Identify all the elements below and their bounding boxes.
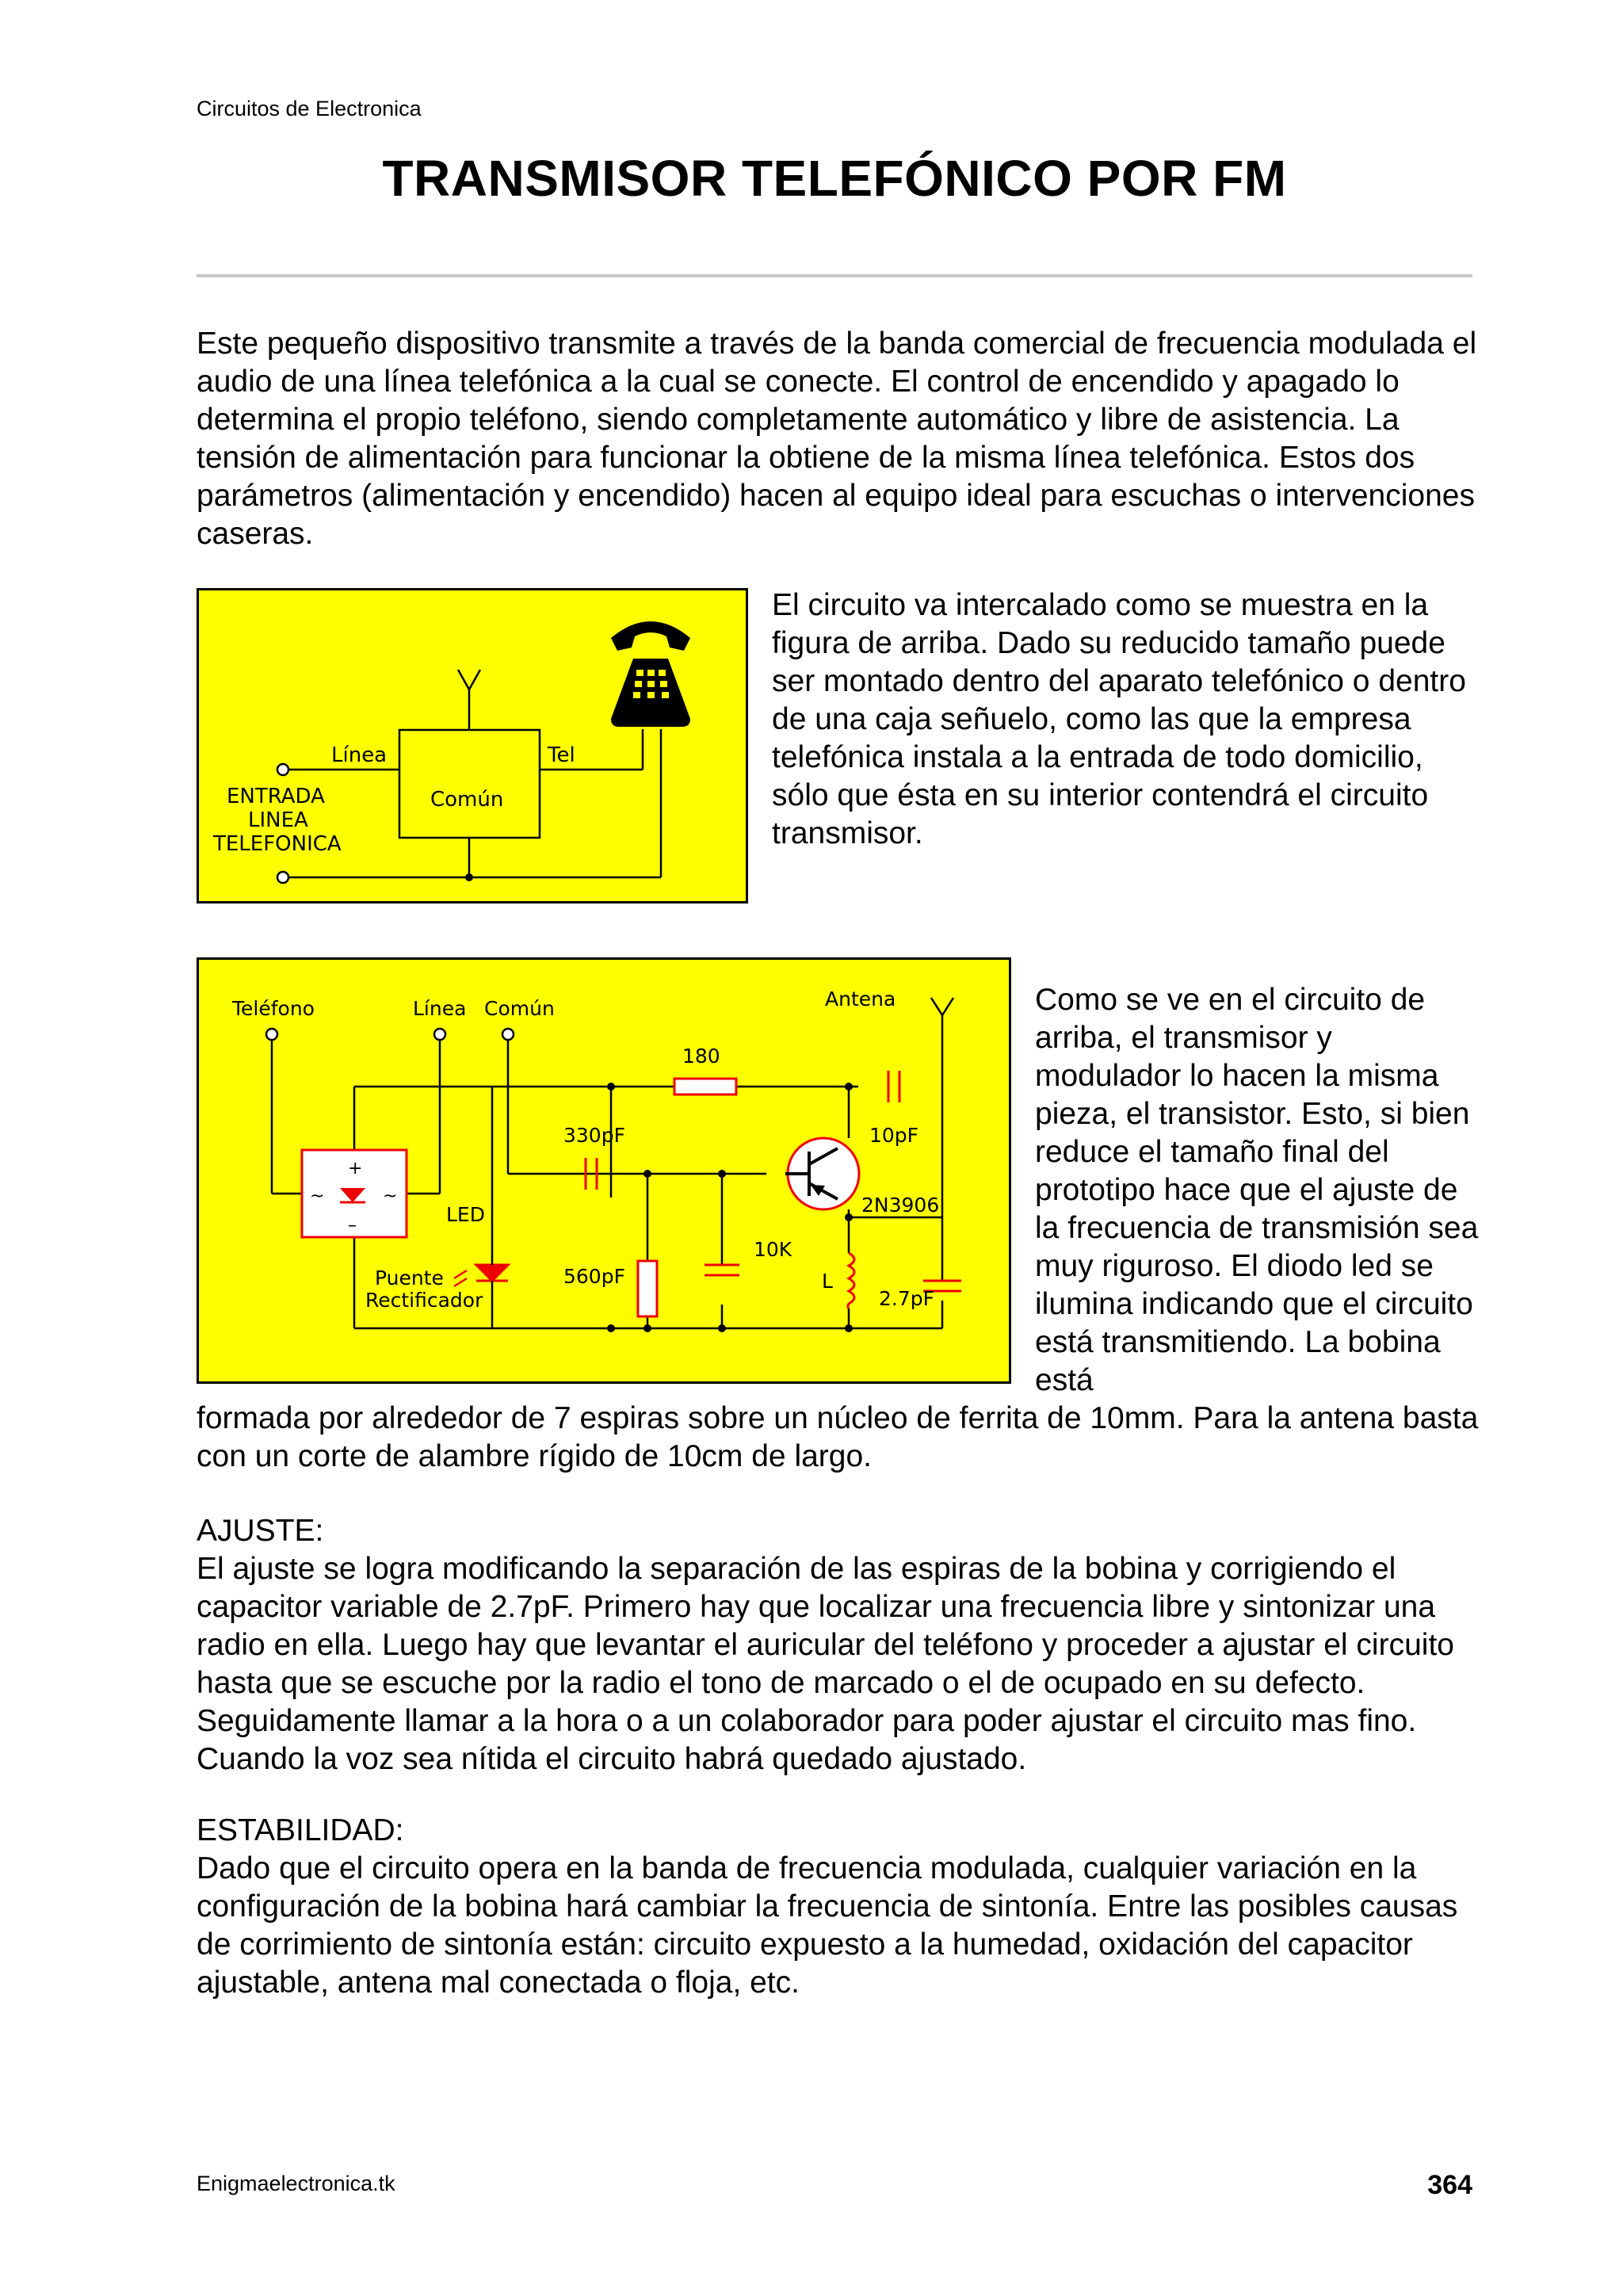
adjust-heading: AJUSTE: [197,1514,324,1548]
adjust-body: El ajuste se logra modificando la separación de las espiras de la bobina y corrigiendo el capacitor variable de 2.7pF. Primero hay que localizar una frecuencia libre y sintonizar una radio en ella. Luego hay que levantar el auricular del teléfono y proceder a ajustar el circuito hasta que se escuche por la radio el tono de marcado o el de ocupado en su defecto. Seguidamente llamar a la hora o a un colaborador para poder ajustar el circuito mas fino. Cuando la voz sea nítida el circuito habrá quedado ajustado. [197,1552,1454,1776]
junction-dot [465,873,473,881]
transistor-paragraph-cont [197,1400,1480,1476]
entrada-line-2: LINEA [248,808,308,832]
label-inductor: L [822,1270,833,1293]
label-c27: 2.7pF [879,1287,935,1310]
title-divider [197,274,1472,277]
label-comun: Común [484,997,555,1020]
stability-heading: ESTABILIDAD: [197,1813,404,1847]
transistor-paragraph [1035,981,1487,1400]
page-number: 364 [1427,2170,1472,2200]
label-c330: 330pF [563,1124,625,1147]
resistor-10k [638,1261,657,1316]
label-comun: Común [430,788,504,812]
placement-text: El circuito va intercalado como se muestra en la figura de arriba. Dado su reducido tamaño puede ser montado dentro del aparato telefónico o dentro de una caja señuelo, como las que la empresa telefónica instala a la entrada de todo domicilio, sólo que ésta en su interior contendrá el circuito transmisor. [772,588,1466,850]
footer-site: Enigmaelectronica.tk [197,2172,395,2195]
label-antena: Antena [825,988,896,1010]
label-transistor: 2N3906 [861,1194,940,1217]
resistor-180 [674,1079,736,1095]
terminal-comun [277,872,288,883]
placement-paragraph [772,586,1485,853]
stability-section [197,1812,1480,2002]
bridge-ac-left: ~ [310,1186,325,1206]
connection-diagram [197,588,748,904]
telephone-icon [611,621,690,727]
bridge-plus: + [348,1159,363,1179]
terminal-linea [434,1029,445,1040]
label-puente: Puente [375,1266,444,1289]
label-telefono: Teléfono [232,997,315,1020]
transistor-text: Como se ve en el circuito de arriba, el transmisor y modulador lo hacen la misma pieza, el transistor. Esto, si bien reduce el tamaño final del prototipo hace que el ajuste de la frecuencia de transmisión sea muy riguroso. El diodo led se ilumina indicando que el circuito está transmitiendo. La bobina está [1035,983,1479,1397]
circuit-schematic-svg [199,960,1009,1381]
label-tel: Tel [548,743,575,767]
circuit-schematic [197,957,1011,1384]
label-r10k: 10K [754,1238,792,1261]
label-linea: Línea [413,997,467,1020]
adjust-section [197,1512,1480,1778]
entrada-line-3: TELEFONICA [213,832,342,856]
bridge-minus: – [348,1216,357,1236]
comun-box [399,730,540,838]
label-c10: 10pF [869,1124,919,1147]
bridge-ac-right: ~ [383,1186,398,1206]
terminal-telefono [266,1029,277,1040]
page-title: TRANSMISOR TELEFÓNICO POR FM [382,150,1287,207]
inductor-coil [848,1253,854,1308]
label-rectificador: Rectificador [365,1289,483,1312]
led-diode [476,1265,508,1281]
intro-text: Este pequeño dispositivo transmite a través de la banda comercial de frecuencia modulada el audio de una línea telefónica a la cual se conecte. El control de encendido y apagado lo determina el propio teléfono, siendo completamente automático y libre de asistencia. La tensión de alimentación para funcionar la obtiene de la misma línea telefónica. Estos dos parámetros (alimentación y encendido) hacen al equipo ideal para escuchas o intervenciones caseras. [197,327,1477,551]
intro-paragraph [197,325,1480,553]
terminal-comun [502,1029,514,1040]
label-linea: Línea [331,743,388,767]
transistor-text-cont: formada por alrededor de 7 espiras sobre un núcleo de ferrita de 10mm. Para la antena basta con un corte de alambre rígido de 10cm de largo. [197,1401,1479,1473]
entrada-line-1: ENTRADA [227,785,325,808]
stability-body: Dado que el circuito opera en la banda de frecuencia modulada, cualquier variación en la configuración de la bobina hará cambiar la frecuencia de sintonía. Entre las posibles causas de corrimiento de sintonía están: circuito expuesto a la humedad, oxidación del capacitor ajustable, antena mal conectada o floja, etc. [197,1851,1458,2000]
page-header: Circuitos de Electronica [197,97,422,120]
label-led: LED [446,1203,485,1226]
label-c560: 560pF [563,1265,625,1288]
connection-diagram-svg [199,590,746,901]
terminal-linea [277,764,288,775]
label-r180: 180 [682,1045,720,1068]
